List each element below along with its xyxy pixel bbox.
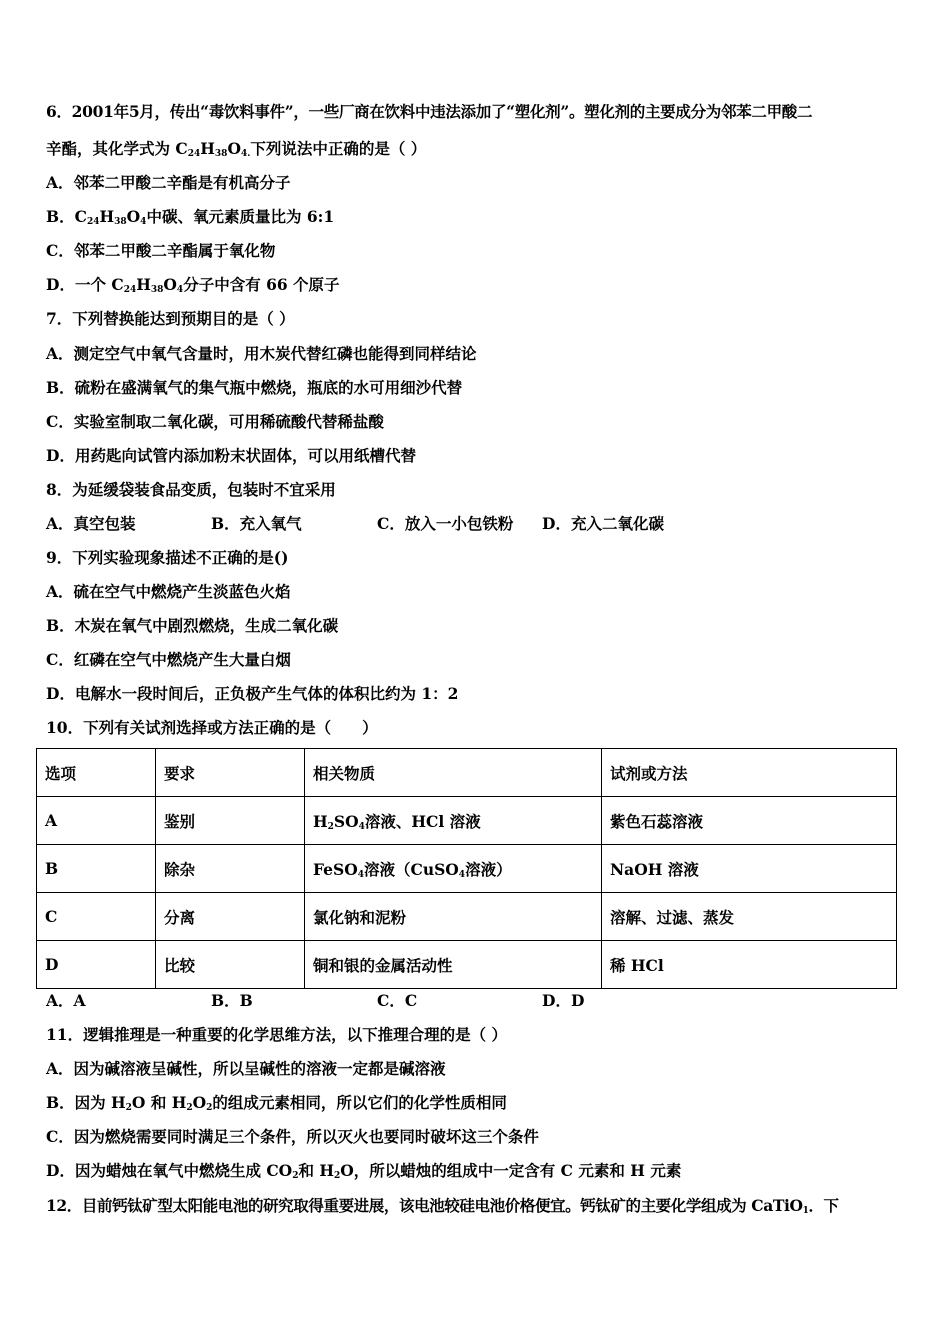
q8-option-d: D．充入二氧化碳 xyxy=(542,514,664,533)
table-header-row xyxy=(37,749,897,797)
table-row xyxy=(37,845,897,893)
q8-option-c: C．放入一小包铁粉 xyxy=(377,514,514,533)
table-cell-method: NaOH 溶液 xyxy=(602,845,897,893)
table-header-cell: 试剂或方法 xyxy=(602,749,897,797)
q7-option-d: D．用药匙向试管内添加粉末状固体，可以用纸槽代替 xyxy=(46,446,416,465)
q6-option-b: B．$C_{24}H_{38}O_4$中碳、氧元素质量比为 6:1 xyxy=(46,207,335,227)
table-cell-method: 溶解、过滤、蒸发 xyxy=(602,893,897,941)
table-row xyxy=(37,893,897,941)
table-row xyxy=(37,941,897,989)
q8-option-b: B．充入氧气 xyxy=(211,514,302,533)
q10-option-c: C．C xyxy=(377,991,418,1010)
q10-option-b: B．B xyxy=(211,991,253,1010)
q11-option-d: D．因为蜡烛在氧气中燃烧生成 $CO_2$和 $H_2O$，所以蜡烛的组成中一定含有 C 元素和 H 元素 xyxy=(46,1161,682,1181)
table-header-cell: 要求 xyxy=(156,749,305,797)
q10-option-a: A．A xyxy=(46,991,86,1010)
q9-option-c: C．红磷在空气中燃烧产生大量白烟 xyxy=(46,650,291,669)
q6-stem-line2: 辛酯，其化学式为 $C_{24}H_{38}O_{4.}$下列说法中正确的是（ ） xyxy=(46,139,427,159)
q7-stem: 7．下列替换能达到预期目的是（ ） xyxy=(46,309,295,328)
table-cell-method: 稀 HCl xyxy=(602,941,897,989)
q10-option-d: D．D xyxy=(542,991,585,1010)
q6-stem-line1: 6．2001年5月，传出“毒饮料事件”，一些厂商在饮料中违法添加了“塑化剂”。塑化剂的主要成分为邻苯二甲酸二 xyxy=(46,102,813,121)
table-cell-option: B xyxy=(37,845,156,893)
table-cell-substance: 氯化钠和泥粉 xyxy=(305,893,602,941)
table-cell-requirement: 除杂 xyxy=(156,845,305,893)
table-cell-requirement: 鉴别 xyxy=(156,797,305,845)
q6-option-a: A．邻苯二甲酸二辛酯是有机高分子 xyxy=(46,173,291,192)
table-cell-substance: FeSO$_4$溶液（CuSO$_4$溶液） xyxy=(305,845,602,893)
q9-stem: 9．下列实验现象描述不正确的是() xyxy=(46,548,289,567)
table-cell-requirement: 比较 xyxy=(156,941,305,989)
table-cell-method: 紫色石蕊溶液 xyxy=(602,797,897,845)
q12-stem: 12．目前钙钛矿型太阳能电池的研究取得重要进展，该电池较硅电池价格便宜。钙钛矿的主要化学组成为 CaTiO$_1$．下 xyxy=(46,1196,839,1216)
q10-table xyxy=(36,748,897,989)
q11-option-b: B．因为 $H_2O$ 和 $H_2O_2$的组成元素相同，所以它们的化学性质相同 xyxy=(46,1093,507,1113)
q10-stem: 10．下列有关试剂选择或方法正确的是（ ） xyxy=(46,718,378,737)
q11-option-a: A．因为碱溶液呈碱性，所以呈碱性的溶液一定都是碱溶液 xyxy=(46,1059,446,1078)
q8-stem: 8．为延缓袋装食品变质，包装时不宜采用 xyxy=(46,480,336,499)
q9-option-d: D．电解水一段时间后，正负极产生气体的体积比约为 1：2 xyxy=(46,684,459,703)
table-header-cell: 选项 xyxy=(37,749,156,797)
table-cell-option: C xyxy=(37,893,156,941)
q7-option-a: A．测定空气中氧气含量时，用木炭代替红磷也能得到同样结论 xyxy=(46,344,477,363)
table-header-cell: 相关物质 xyxy=(305,749,602,797)
q9-option-b: B．木炭在氧气中剧烈燃烧，生成二氧化碳 xyxy=(46,616,339,635)
table-cell-option: D xyxy=(37,941,156,989)
table-cell-substance: $H_2SO_4$溶液、HCl 溶液 xyxy=(305,797,602,845)
q6-option-d: D．一个 $C_{24}H_{38}O_4$分子中含有 66 个原子 xyxy=(46,275,340,295)
table-row xyxy=(37,797,897,845)
table-cell-option: A xyxy=(37,797,156,845)
table-cell-requirement: 分离 xyxy=(156,893,305,941)
q11-stem: 11．逻辑推理是一种重要的化学思维方法，以下推理合理的是（ ） xyxy=(46,1025,507,1044)
table-cell-substance: 铜和银的金属活动性 xyxy=(305,941,602,989)
q6-option-c: C．邻苯二甲酸二辛酯属于氧化物 xyxy=(46,241,276,260)
q11-option-c: C．因为燃烧需要同时满足三个条件，所以灭火也要同时破坏这三个条件 xyxy=(46,1127,539,1146)
q7-option-b: B．硫粉在盛满氧气的集气瓶中燃烧，瓶底的水可用细沙代替 xyxy=(46,378,463,397)
q7-option-c: C．实验室制取二氧化碳，可用稀硫酸代替稀盐酸 xyxy=(46,412,384,431)
q8-option-a: A．真空包装 xyxy=(46,514,136,533)
q9-option-a: A．硫在空气中燃烧产生淡蓝色火焰 xyxy=(46,582,291,601)
